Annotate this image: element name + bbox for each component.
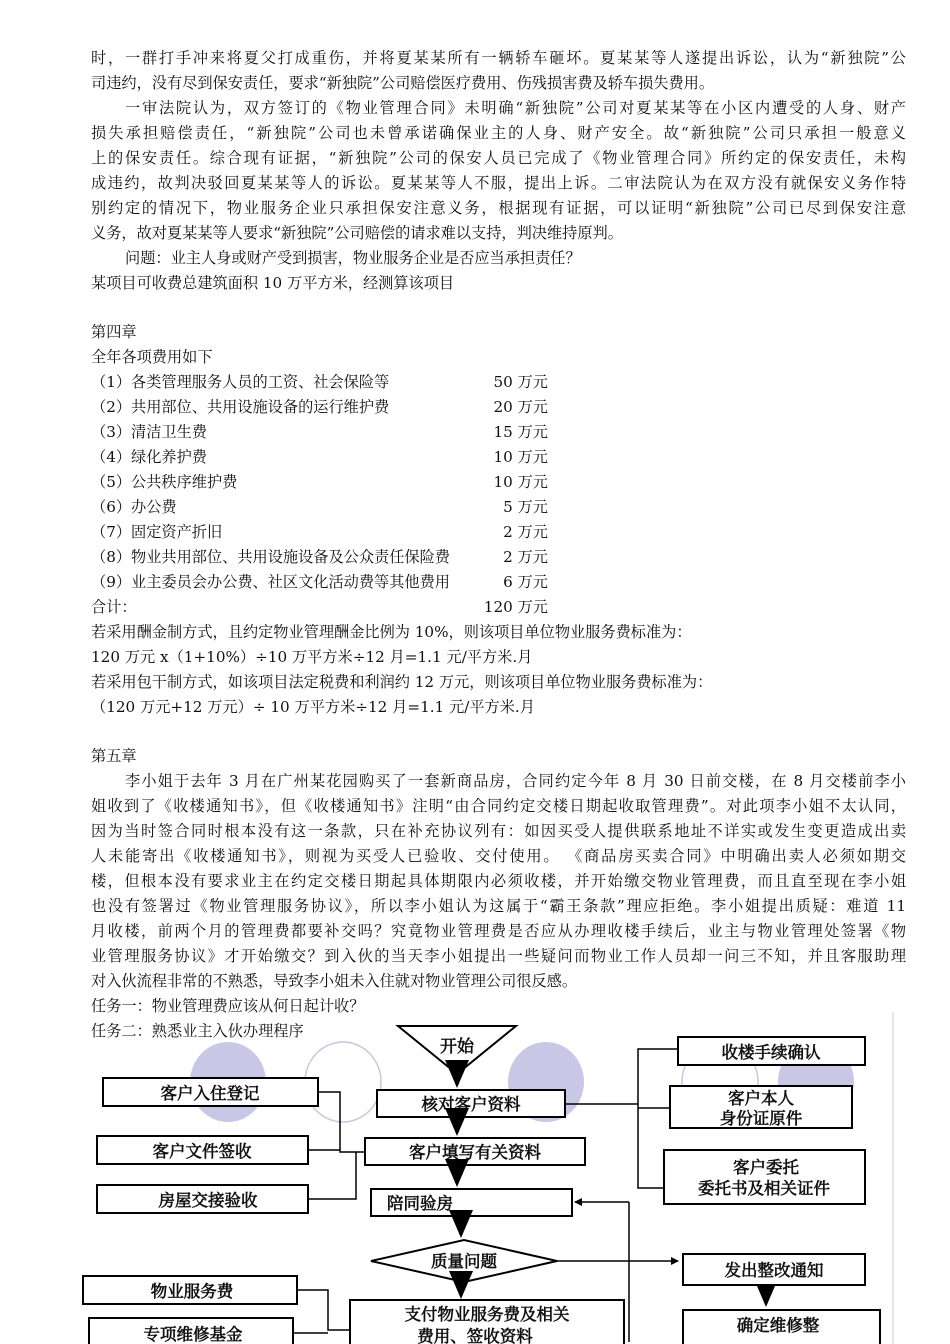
cost-item-amount: 6 万元 [503, 573, 548, 591]
cost-item-label: （5）公共秩序维护费 [91, 473, 238, 491]
start-label: 开始 [440, 1037, 474, 1057]
chapter-5-heading: 第五章 [91, 747, 137, 765]
inspect-step [371, 1189, 572, 1216]
cost-item-amount: 15 万元 [493, 423, 548, 441]
cost-item-amount: 5 万元 [503, 498, 548, 516]
cost-item-label: （4）绿化养护费 [91, 448, 207, 466]
left-handover-label: 房屋交接验收 [158, 1191, 258, 1210]
cost-item-label: （3）清洁卫生费 [91, 423, 207, 441]
left-docs-box [97, 1136, 308, 1164]
right-proxy-box [664, 1150, 865, 1204]
verify-label: 核对客户资料 [421, 1095, 521, 1114]
left-docs-label: 客户文件签收 [152, 1142, 252, 1161]
right-id-label-line2: 身份证原件 [719, 1109, 803, 1128]
cost-item-label: （2）共用部位、共用设施设备的运行维护费 [91, 398, 390, 416]
repair-confirm-label: 确定维修整 [736, 1316, 820, 1335]
cost-item-label: （6）办公费 [91, 498, 177, 516]
case-paragraph-line: 上的保安责任。综合现有证据，“新独院”公司的保安人员已完成了《物业管理合同》所约定的保安责任，未构 [91, 149, 906, 167]
case-paragraph-line: 成违约，故判决驳回夏某某等人的诉讼。夏某某等人不服，提出上诉。二审法院认为在双方没有就保安义务作特 [91, 174, 906, 192]
connector-line [308, 1152, 356, 1199]
case-paragraph-line: 姐收到了《收楼通知书》，但《收楼通知书》注明“由合同约定交楼日期起收取管理费”。对此项李小姐不太认同， [91, 797, 906, 815]
project-intro: 某项目可收费总建筑面积 10 万平方米，经测算该项目 [91, 274, 455, 292]
right-proxy-label-line2: 委托书及相关证件 [698, 1179, 830, 1198]
commission-formula: 120 万元 x（1+10%）÷10 万平方米÷12 月=1.1 元/平方米.月 [91, 648, 533, 666]
lump-sum-formula: （120 万元+12 万元）÷ 10 万平方米÷12 月=1.1 元/平方米.月 [91, 698, 535, 716]
cost-item-amount: 50 万元 [493, 373, 548, 391]
payment-label-line1: 支付物业服务费及相关 [404, 1305, 570, 1324]
cost-item-label: （8）物业共用部位、共用设施设备及公众责任保险费 [91, 548, 450, 566]
case-paragraph-line: 业管理服务协议》才开始缴交？到入伙的当天李小姐提出一些疑问而物业工作人员却一问三不知，并且客服助理 [91, 947, 906, 965]
left-register-label: 客户入住登记 [160, 1084, 260, 1103]
rectify-notice-box [683, 1254, 865, 1285]
case-paragraph-line: 也没有签署过《物业管理服务协议》，所以李小姐认为这属于“霸王条款”理应拒绝。李小姐提出质疑：难道 11 [91, 897, 906, 915]
case-paragraph-line: 人未能寄出《收楼通知书》，则视为买受人已验收、交付使用。 《商品房买卖合同》中明确出卖人必须如期交 [91, 847, 906, 865]
left-fee-box [83, 1276, 297, 1304]
case-paragraph-line: 李小姐于去年 3 月在广州某花园购买了一套新商品房，合同约定今年 8 月 30 日前交楼，在 8 月交楼前李小 [125, 772, 906, 790]
cost-total-amount: 120 万元 [483, 598, 548, 616]
fill-info-label: 客户填写有关资料 [409, 1143, 541, 1162]
case-paragraph-line: 一审法院认为，双方签订的《物业管理合同》未明确“新独院”公司对夏某某等在小区内遭受的人身、财产 [125, 99, 906, 117]
left-handover-box [97, 1185, 308, 1213]
left-fee-label: 物业服务费 [150, 1282, 234, 1301]
left-fund-box [89, 1318, 293, 1344]
right-confirm-box [678, 1037, 865, 1065]
commission-method-text: 若采用酬金制方式，且约定物业管理酬金比例为 10%，则该项目单位物业服务费标准为： [91, 623, 692, 641]
connector-line [297, 1290, 350, 1330]
case-paragraph-line: 对入伙流程非常的不熟悉，导致李小姐未入住就对物业管理公司很反感。 [91, 972, 577, 990]
case-paragraph-line: 楼，但根本没有要求业主在约定交楼日期起具体期限内必须收楼，并开始缴交物业管理费，而且直至现在李小姐 [91, 872, 906, 890]
right-id-label-line1: 客户本人 [728, 1089, 794, 1108]
task-one: 任务一：物业管理费应该从何日起计收？ [91, 997, 365, 1015]
fill-info-step [365, 1138, 585, 1165]
inspect-label: 陪同验房 [387, 1194, 453, 1213]
left-register-box [103, 1078, 318, 1106]
payment-step [350, 1300, 624, 1344]
quality-label: 质量问题 [431, 1252, 497, 1271]
cost-item-amount: 2 万元 [503, 548, 548, 566]
start-node [398, 1026, 516, 1074]
payment-label-line2: 费用、签收资料 [417, 1327, 533, 1344]
cost-item-amount: 10 万元 [493, 448, 548, 466]
flowchart-canvas [80, 1012, 895, 1344]
case-paragraph-line: 时，一群打手冲来将夏父打成重伤，并将夏某某所有一辆轿车砸坏。夏某某等人遂提出诉讼，认为“新独院”公 [91, 49, 906, 67]
repair-confirm-box [683, 1310, 880, 1344]
case-paragraph-line: 月收楼，前两个月的管理费都要补交吗？究竟物业管理费是否应从办理收楼手续后，业主与物业管理处签署《物 [91, 922, 906, 940]
chapter-4-heading: 第四章 [91, 323, 137, 341]
cost-total-label: 合计： [91, 598, 137, 616]
lump-sum-method-text: 若采用包干制方式，如该项目法定税费和利润约 12 万元，则该项目单位物业服务费标准为： [91, 673, 713, 691]
verify-step [377, 1090, 565, 1117]
right-id-box [670, 1086, 852, 1128]
case-paragraph-line: 义务，故对夏某某等人要求“新独院”公司赔偿的请求难以支持，判决维持原判。 [91, 224, 623, 242]
case-question: 问题：业主人身或财产受到损害，物业服务企业是否应当承担责任？ [125, 249, 581, 267]
case-paragraph-line: 司违约，没有尽到保安责任，要求“新独院”公司赔偿医疗费用、伤残损害费及轿车损失费用。 [91, 74, 715, 92]
cost-item-label: （9）业主委员会办公费、社区文化活动费等其他费用 [91, 573, 450, 591]
move-in-flowchart [80, 1012, 895, 1344]
cost-list-intro: 全年各项费用如下 [91, 348, 213, 366]
case-paragraph-line: 别约定的情况下，物业服务企业只承担保安注意义务，根据现有证据，可以证明“新独院”公司已尽到保安注意 [91, 199, 906, 217]
rectify-notice-label: 发出整改通知 [724, 1261, 824, 1280]
cost-item-amount: 10 万元 [493, 473, 548, 491]
cost-item-label: （1）各类管理服务人员的工资、社会保险等 [91, 373, 390, 391]
cost-item-amount: 20 万元 [493, 398, 548, 416]
cost-item-label: （7）固定资产折旧 [91, 523, 223, 541]
left-fund-label: 专项维修基金 [143, 1325, 243, 1344]
case-paragraph-line: 损失承担赔偿责任，“新独院”公司也未曾承诺确保业主的人身、财产安全。故“新独院”公司只承担一般意义 [91, 124, 906, 142]
cost-item-amount: 2 万元 [503, 523, 548, 541]
case-paragraph-line: 因为当时签合同时根本没有这一条款，只在补充协议列有：如因买受人提供联系地址不详实或发生变更造成出卖 [91, 822, 906, 840]
right-confirm-label: 收楼手续确认 [721, 1043, 821, 1062]
right-proxy-label-line1: 客户委托 [733, 1158, 799, 1177]
quality-decision [371, 1240, 557, 1282]
task-two: 任务二：熟悉业主入伙办理程序 [91, 1022, 304, 1040]
